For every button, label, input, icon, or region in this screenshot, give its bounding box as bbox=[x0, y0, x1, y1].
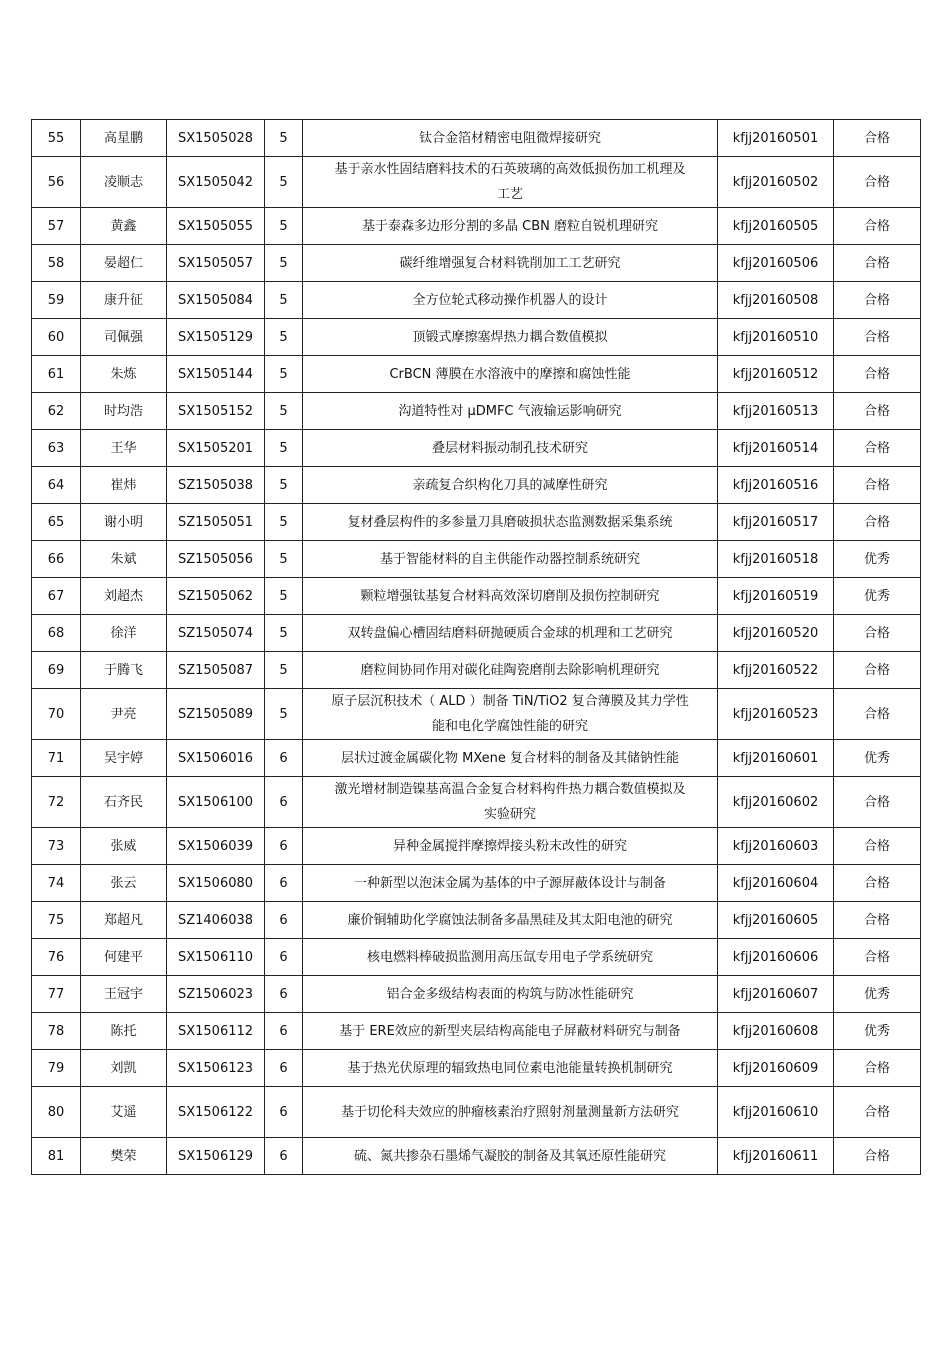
project-code-cell: kfjj20160610 bbox=[718, 1087, 834, 1138]
project-title-text: 异种金属搅拌摩擦焊接头粉末改性的研究 bbox=[392, 838, 627, 854]
table-row bbox=[32, 319, 921, 356]
project-title-text: 碳纤维增强复合材料铣削加工工艺研究 bbox=[399, 255, 621, 271]
table-row bbox=[32, 504, 921, 541]
table-row bbox=[32, 1013, 921, 1050]
project-title-cell bbox=[303, 689, 718, 740]
project-title-text: 原子层沉积技术（ ALD ）制备 TiN/TiO2 复合薄膜及其力学性能和电化学腐蚀性能的研究 bbox=[331, 694, 689, 734]
row-number-cell: 65 bbox=[32, 504, 81, 541]
row-number-cell: 76 bbox=[32, 939, 81, 976]
name-cell: 樊荣 bbox=[81, 1138, 167, 1175]
project-code-cell: kfjj20160513 bbox=[718, 393, 834, 430]
project-code-cell: kfjj20160523 bbox=[718, 689, 834, 740]
name-cell: 朱炼 bbox=[81, 356, 167, 393]
table-row bbox=[32, 902, 921, 939]
project-title-text: 亲疏复合织构化刀具的减摩性研究 bbox=[412, 477, 608, 493]
project-code-cell: kfjj20160603 bbox=[718, 828, 834, 865]
name-cell: 张云 bbox=[81, 865, 167, 902]
project-code-cell: kfjj20160607 bbox=[718, 976, 834, 1013]
result-cell: 合格 bbox=[834, 1138, 921, 1175]
project-title-text: 硫、氮共掺杂石墨烯气凝胶的制备及其氧还原性能研究 bbox=[353, 1148, 666, 1164]
batch-cell: 5 bbox=[265, 430, 303, 467]
project-title-cell bbox=[303, 740, 718, 777]
table-row bbox=[32, 1087, 921, 1138]
student-id-cell: SZ1505056 bbox=[167, 541, 265, 578]
row-number-cell: 67 bbox=[32, 578, 81, 615]
result-cell: 合格 bbox=[834, 467, 921, 504]
project-code-cell: kfjj20160505 bbox=[718, 208, 834, 245]
student-id-cell: SZ1406038 bbox=[167, 902, 265, 939]
project-title-text: 颗粒增强钛基复合材料高效深切磨削及损伤控制研究 bbox=[360, 588, 660, 604]
name-cell: 吴宇婷 bbox=[81, 740, 167, 777]
table-row bbox=[32, 865, 921, 902]
name-cell: 徐洋 bbox=[81, 615, 167, 652]
project-title-cell bbox=[303, 157, 718, 208]
name-cell: 朱斌 bbox=[81, 541, 167, 578]
row-number-cell: 72 bbox=[32, 777, 81, 828]
project-title-cell bbox=[303, 578, 718, 615]
student-id-cell: SZ1505074 bbox=[167, 615, 265, 652]
student-id-cell: SX1505028 bbox=[167, 120, 265, 157]
batch-cell: 6 bbox=[265, 865, 303, 902]
result-cell: 优秀 bbox=[834, 578, 921, 615]
project-title-cell bbox=[303, 393, 718, 430]
result-cell: 合格 bbox=[834, 828, 921, 865]
batch-cell: 6 bbox=[265, 939, 303, 976]
result-cell: 优秀 bbox=[834, 541, 921, 578]
name-cell: 刘超杰 bbox=[81, 578, 167, 615]
project-title-text: 廉价铜辅助化学腐蚀法制备多晶黑硅及其太阳电池的研究 bbox=[347, 912, 673, 928]
project-code-cell: kfjj20160601 bbox=[718, 740, 834, 777]
student-id-cell: SX1505057 bbox=[167, 245, 265, 282]
project-title-text: 激光增材制造镍基高温合金复合材料构件热力耦合数值模拟及实验研究 bbox=[334, 782, 686, 822]
project-title-text: 基于热光伏原理的辐致热电同位素电池能量转换机制研究 bbox=[347, 1060, 673, 1076]
result-cell: 合格 bbox=[834, 1087, 921, 1138]
batch-cell: 6 bbox=[265, 1013, 303, 1050]
name-cell: 谢小明 bbox=[81, 504, 167, 541]
table-row bbox=[32, 652, 921, 689]
name-cell: 黄鑫 bbox=[81, 208, 167, 245]
student-id-cell: SX1505084 bbox=[167, 282, 265, 319]
batch-cell: 6 bbox=[265, 828, 303, 865]
batch-cell: 5 bbox=[265, 541, 303, 578]
name-cell: 王华 bbox=[81, 430, 167, 467]
batch-cell: 5 bbox=[265, 319, 303, 356]
name-cell: 于腾飞 bbox=[81, 652, 167, 689]
table-row bbox=[32, 430, 921, 467]
table-row bbox=[32, 615, 921, 652]
project-code-cell: kfjj20160512 bbox=[718, 356, 834, 393]
student-id-cell: SZ1505051 bbox=[167, 504, 265, 541]
project-title-cell bbox=[303, 1050, 718, 1087]
project-code-cell: kfjj20160517 bbox=[718, 504, 834, 541]
project-code-cell: kfjj20160606 bbox=[718, 939, 834, 976]
row-number-cell: 66 bbox=[32, 541, 81, 578]
student-id-cell: SX1505129 bbox=[167, 319, 265, 356]
project-title-cell bbox=[303, 245, 718, 282]
batch-cell: 5 bbox=[265, 208, 303, 245]
project-title-cell bbox=[303, 1087, 718, 1138]
project-title-cell bbox=[303, 976, 718, 1013]
table-row bbox=[32, 120, 921, 157]
project-code-cell: kfjj20160516 bbox=[718, 467, 834, 504]
row-number-cell: 78 bbox=[32, 1013, 81, 1050]
project-title-text: 双转盘偏心槽固结磨料研抛硬质合金球的机理和工艺研究 bbox=[347, 625, 673, 641]
project-title-cell bbox=[303, 120, 718, 157]
project-title-text: 基于泰森多边形分割的多晶 CBN 磨粒自锐机理研究 bbox=[362, 218, 658, 234]
row-number-cell: 62 bbox=[32, 393, 81, 430]
student-id-cell: SX1506112 bbox=[167, 1013, 265, 1050]
table-row bbox=[32, 282, 921, 319]
name-cell: 张威 bbox=[81, 828, 167, 865]
name-cell: 王冠宇 bbox=[81, 976, 167, 1013]
project-title-cell bbox=[303, 356, 718, 393]
student-id-cell: SX1505055 bbox=[167, 208, 265, 245]
result-cell: 优秀 bbox=[834, 976, 921, 1013]
student-id-cell: SX1506016 bbox=[167, 740, 265, 777]
batch-cell: 5 bbox=[265, 615, 303, 652]
student-id-cell: SZ1505087 bbox=[167, 652, 265, 689]
result-cell: 合格 bbox=[834, 939, 921, 976]
name-cell: 高星鹏 bbox=[81, 120, 167, 157]
student-id-cell: SZ1505062 bbox=[167, 578, 265, 615]
project-title-cell bbox=[303, 208, 718, 245]
name-cell: 陈托 bbox=[81, 1013, 167, 1050]
project-code-cell: kfjj20160602 bbox=[718, 777, 834, 828]
name-cell: 刘凯 bbox=[81, 1050, 167, 1087]
table-row bbox=[32, 208, 921, 245]
project-title-cell bbox=[303, 652, 718, 689]
row-number-cell: 58 bbox=[32, 245, 81, 282]
project-code-cell: kfjj20160609 bbox=[718, 1050, 834, 1087]
result-cell: 合格 bbox=[834, 430, 921, 467]
result-cell: 合格 bbox=[834, 157, 921, 208]
row-number-cell: 77 bbox=[32, 976, 81, 1013]
result-cell: 合格 bbox=[834, 652, 921, 689]
table-row bbox=[32, 777, 921, 828]
row-number-cell: 68 bbox=[32, 615, 81, 652]
student-id-cell: SX1506110 bbox=[167, 939, 265, 976]
project-code-cell: kfjj20160501 bbox=[718, 120, 834, 157]
result-cell: 合格 bbox=[834, 245, 921, 282]
project-code-cell: kfjj20160514 bbox=[718, 430, 834, 467]
row-number-cell: 55 bbox=[32, 120, 81, 157]
project-title-text: 基于 ERE效应的新型夹层结构高能电子屏蔽材料研究与制备 bbox=[339, 1023, 681, 1039]
student-id-cell: SX1506100 bbox=[167, 777, 265, 828]
project-title-text: 钛合金箔材精密电阻微焊接研究 bbox=[418, 130, 601, 146]
row-number-cell: 56 bbox=[32, 157, 81, 208]
project-code-cell: kfjj20160604 bbox=[718, 865, 834, 902]
project-title-cell bbox=[303, 541, 718, 578]
project-title-cell bbox=[303, 615, 718, 652]
row-number-cell: 80 bbox=[32, 1087, 81, 1138]
result-cell: 合格 bbox=[834, 865, 921, 902]
project-code-cell: kfjj20160519 bbox=[718, 578, 834, 615]
student-id-cell: SX1506039 bbox=[167, 828, 265, 865]
project-title-cell bbox=[303, 319, 718, 356]
row-number-cell: 61 bbox=[32, 356, 81, 393]
table-body bbox=[32, 120, 921, 1175]
student-id-cell: SX1506123 bbox=[167, 1050, 265, 1087]
student-id-cell: SX1505152 bbox=[167, 393, 265, 430]
row-number-cell: 71 bbox=[32, 740, 81, 777]
batch-cell: 5 bbox=[265, 578, 303, 615]
project-title-text: 铝合金多级结构表面的构筑与防冰性能研究 bbox=[386, 986, 634, 1002]
project-code-cell: kfjj20160608 bbox=[718, 1013, 834, 1050]
table-row bbox=[32, 740, 921, 777]
table-row bbox=[32, 1138, 921, 1175]
batch-cell: 5 bbox=[265, 504, 303, 541]
name-cell: 司佩强 bbox=[81, 319, 167, 356]
result-cell: 合格 bbox=[834, 902, 921, 939]
result-cell: 合格 bbox=[834, 1050, 921, 1087]
project-code-cell: kfjj20160611 bbox=[718, 1138, 834, 1175]
row-number-cell: 70 bbox=[32, 689, 81, 740]
result-cell: 合格 bbox=[834, 615, 921, 652]
batch-cell: 5 bbox=[265, 689, 303, 740]
batch-cell: 5 bbox=[265, 282, 303, 319]
student-id-cell: SX1505144 bbox=[167, 356, 265, 393]
table-row bbox=[32, 828, 921, 865]
project-code-cell: kfjj20160518 bbox=[718, 541, 834, 578]
project-title-text: 顶锻式摩擦塞焊热力耦合数值模拟 bbox=[412, 329, 608, 345]
result-cell: 优秀 bbox=[834, 1013, 921, 1050]
student-id-cell: SX1505201 bbox=[167, 430, 265, 467]
project-title-cell bbox=[303, 430, 718, 467]
batch-cell: 6 bbox=[265, 902, 303, 939]
row-number-cell: 74 bbox=[32, 865, 81, 902]
name-cell: 凌顺志 bbox=[81, 157, 167, 208]
batch-cell: 5 bbox=[265, 245, 303, 282]
row-number-cell: 64 bbox=[32, 467, 81, 504]
name-cell: 何建平 bbox=[81, 939, 167, 976]
project-title-cell bbox=[303, 282, 718, 319]
student-id-cell: SZ1505089 bbox=[167, 689, 265, 740]
result-cell: 合格 bbox=[834, 356, 921, 393]
project-code-cell: kfjj20160510 bbox=[718, 319, 834, 356]
batch-cell: 6 bbox=[265, 1087, 303, 1138]
row-number-cell: 59 bbox=[32, 282, 81, 319]
student-id-cell: SX1506122 bbox=[167, 1087, 265, 1138]
table-row bbox=[32, 393, 921, 430]
row-number-cell: 63 bbox=[32, 430, 81, 467]
results-table bbox=[31, 119, 921, 1175]
name-cell: 尹亮 bbox=[81, 689, 167, 740]
project-title-cell bbox=[303, 777, 718, 828]
table-row bbox=[32, 356, 921, 393]
project-title-cell bbox=[303, 828, 718, 865]
row-number-cell: 75 bbox=[32, 902, 81, 939]
project-title-cell bbox=[303, 902, 718, 939]
table-row bbox=[32, 1050, 921, 1087]
student-id-cell: SZ1505038 bbox=[167, 467, 265, 504]
batch-cell: 5 bbox=[265, 120, 303, 157]
name-cell: 康升征 bbox=[81, 282, 167, 319]
project-title-cell bbox=[303, 504, 718, 541]
student-id-cell: SX1506129 bbox=[167, 1138, 265, 1175]
project-title-text: 叠层材料振动制孔技术研究 bbox=[431, 440, 588, 456]
batch-cell: 5 bbox=[265, 356, 303, 393]
result-cell: 合格 bbox=[834, 689, 921, 740]
project-title-text: 核电燃料棒破损监测用高压氙专用电子学系统研究 bbox=[366, 949, 653, 965]
row-number-cell: 79 bbox=[32, 1050, 81, 1087]
batch-cell: 5 bbox=[265, 393, 303, 430]
project-code-cell: kfjj20160506 bbox=[718, 245, 834, 282]
student-id-cell: SZ1506023 bbox=[167, 976, 265, 1013]
result-cell: 合格 bbox=[834, 319, 921, 356]
batch-cell: 6 bbox=[265, 976, 303, 1013]
result-cell: 合格 bbox=[834, 393, 921, 430]
table-row bbox=[32, 689, 921, 740]
table-row bbox=[32, 976, 921, 1013]
student-id-cell: SX1506080 bbox=[167, 865, 265, 902]
project-code-cell: kfjj20160508 bbox=[718, 282, 834, 319]
table-row bbox=[32, 939, 921, 976]
name-cell: 艾遥 bbox=[81, 1087, 167, 1138]
batch-cell: 6 bbox=[265, 1050, 303, 1087]
project-title-cell bbox=[303, 939, 718, 976]
project-title-text: 一种新型以泡沫金属为基体的中子源屏蔽体设计与制备 bbox=[353, 875, 666, 891]
batch-cell: 5 bbox=[265, 157, 303, 208]
result-cell: 合格 bbox=[834, 504, 921, 541]
result-cell: 合格 bbox=[834, 120, 921, 157]
project-title-text: 复材叠层构件的多参量刀具磨破损状态监测数据采集系统 bbox=[347, 514, 673, 530]
name-cell: 时均浩 bbox=[81, 393, 167, 430]
project-title-text: CrBCN 薄膜在水溶液中的摩擦和腐蚀性能 bbox=[389, 366, 631, 382]
row-number-cell: 73 bbox=[32, 828, 81, 865]
project-title-text: 基于智能材料的自主供能作动器控制系统研究 bbox=[379, 551, 640, 567]
result-cell: 优秀 bbox=[834, 740, 921, 777]
name-cell: 晏超仁 bbox=[81, 245, 167, 282]
batch-cell: 5 bbox=[265, 467, 303, 504]
project-title-text: 基于切伦科夫效应的肿瘤核素治疗照射剂量测量新方法研究 bbox=[340, 1104, 679, 1120]
project-code-cell: kfjj20160520 bbox=[718, 615, 834, 652]
project-title-cell bbox=[303, 467, 718, 504]
table-row bbox=[32, 157, 921, 208]
project-title-text: 沟道特性对 μDMFC 气液输运影响研究 bbox=[398, 403, 622, 419]
row-number-cell: 60 bbox=[32, 319, 81, 356]
table-row bbox=[32, 467, 921, 504]
batch-cell: 6 bbox=[265, 740, 303, 777]
result-cell: 合格 bbox=[834, 777, 921, 828]
project-code-cell: kfjj20160522 bbox=[718, 652, 834, 689]
table-row bbox=[32, 245, 921, 282]
project-title-cell bbox=[303, 865, 718, 902]
table-row bbox=[32, 541, 921, 578]
project-title-cell bbox=[303, 1013, 718, 1050]
batch-cell: 6 bbox=[265, 777, 303, 828]
name-cell: 崔炜 bbox=[81, 467, 167, 504]
row-number-cell: 81 bbox=[32, 1138, 81, 1175]
name-cell: 石齐民 bbox=[81, 777, 167, 828]
result-cell: 合格 bbox=[834, 208, 921, 245]
row-number-cell: 57 bbox=[32, 208, 81, 245]
project-title-cell bbox=[303, 1138, 718, 1175]
project-title-text: 全方位轮式移动操作机器人的设计 bbox=[412, 292, 608, 308]
table-row bbox=[32, 578, 921, 615]
row-number-cell: 69 bbox=[32, 652, 81, 689]
result-cell: 合格 bbox=[834, 282, 921, 319]
batch-cell: 6 bbox=[265, 1138, 303, 1175]
batch-cell: 5 bbox=[265, 652, 303, 689]
student-id-cell: SX1505042 bbox=[167, 157, 265, 208]
project-title-text: 磨粒间协同作用对碳化硅陶瓷磨削去除影响机理研究 bbox=[360, 662, 660, 678]
project-code-cell: kfjj20160502 bbox=[718, 157, 834, 208]
name-cell: 郑超凡 bbox=[81, 902, 167, 939]
project-title-text: 基于亲水性固结磨料技术的石英玻璃的高效低损伤加工机理及工艺 bbox=[334, 162, 686, 202]
project-title-text: 层状过渡金属碳化物 MXene 复合材料的制备及其储钠性能 bbox=[340, 750, 680, 766]
project-code-cell: kfjj20160605 bbox=[718, 902, 834, 939]
